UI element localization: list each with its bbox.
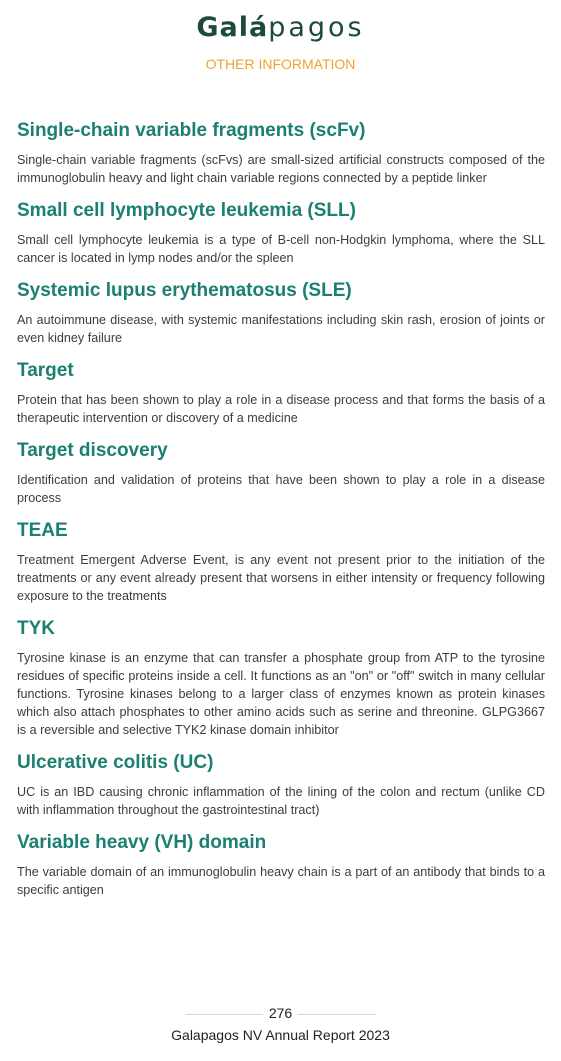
glossary-term: Ulcerative colitis (UC): [17, 752, 214, 773]
glossary-term: Single-chain variable fragments (scFv): [17, 120, 366, 141]
glossary-entry: [17, 751, 545, 819]
glossary-definition: Small cell lymphocyte leukemia is a type of B-cell non-Hodgkin lymphoma, where the SLL cancer is located in lymp nodes and/or the spleen: [17, 233, 545, 265]
section-label: OTHER INFORMATION: [205, 56, 356, 72]
glossary-definition: UC is an IBD causing chronic inflammation of the lining of the colon and rectum (unlike CD with inflammation throughout the gastrointestinal tract): [17, 785, 545, 817]
glossary-term: TEAE: [17, 520, 68, 541]
glossary-definition: An autoimmune disease, with systemic manifestations including skin rash, erosion of joints or even kidney failure: [17, 313, 545, 345]
glossary-list: [17, 119, 545, 911]
glossary-definition: Tyrosine kinase is an enzyme that can transfer a phosphate group from ATP to the tyrosine residues of specific proteins inside a cell. It functions as an "on" or "off" switch in many cellular functions. Tyrosine kinases belong to a larger class of enzymes known as protein kinases which also attach phosphates to other amino acids such as serine and threonine. GLPG3667 is a reversible and selective TYK2 kinase domain inhibitor: [17, 651, 545, 737]
glossary-definition: Treatment Emergent Adverse Event, is any event not present prior to the initiation of the treatments or any event already present that worsens in either intensity or frequency following exposure to the treatments: [17, 553, 545, 603]
glossary-term: Target discovery: [17, 440, 168, 461]
glossary-entry: [17, 279, 545, 347]
glossary-definition: Single-chain variable fragments (scFvs) are small-sized artificial constructs composed of the immunoglobulin heavy and light chain variable regions connected by a peptide linker: [17, 153, 545, 185]
glossary-entry: [17, 831, 545, 899]
glossary-term: Systemic lupus erythematosus (SLE): [17, 280, 352, 301]
glossary-entry: [17, 199, 545, 267]
glossary-term: Small cell lymphocyte leukemia (SLL): [17, 200, 356, 221]
glossary-definition: Protein that has been shown to play a role in a disease process and that forms the basis of a therapeutic intervention or discovery of a medicine: [17, 393, 545, 425]
glossary-term: TYK: [17, 618, 55, 639]
glossary-entry: [17, 119, 545, 187]
page-number-text: 276: [263, 1005, 298, 1021]
glossary-term: Variable heavy (VH) domain: [17, 832, 267, 853]
glossary-entry: [17, 359, 545, 427]
glossary-term: Target: [17, 360, 74, 381]
glossary-definition: The variable domain of an immunoglobulin heavy chain is a part of an antibody that binds to a specific antigen: [17, 865, 545, 897]
company-logo: [0, 12, 561, 43]
page-number: [0, 1005, 561, 1021]
logo-text-bold: Galá: [196, 12, 269, 43]
glossary-entry: [17, 439, 545, 507]
glossary-definition: Identification and validation of proteins that have been shown to play a role in a disease process: [17, 473, 545, 505]
report-title: Galapagos NV Annual Report 2023: [171, 1027, 390, 1043]
glossary-entry: [17, 617, 545, 739]
logo-text-light: pagos: [268, 12, 365, 43]
glossary-entry: [17, 519, 545, 605]
